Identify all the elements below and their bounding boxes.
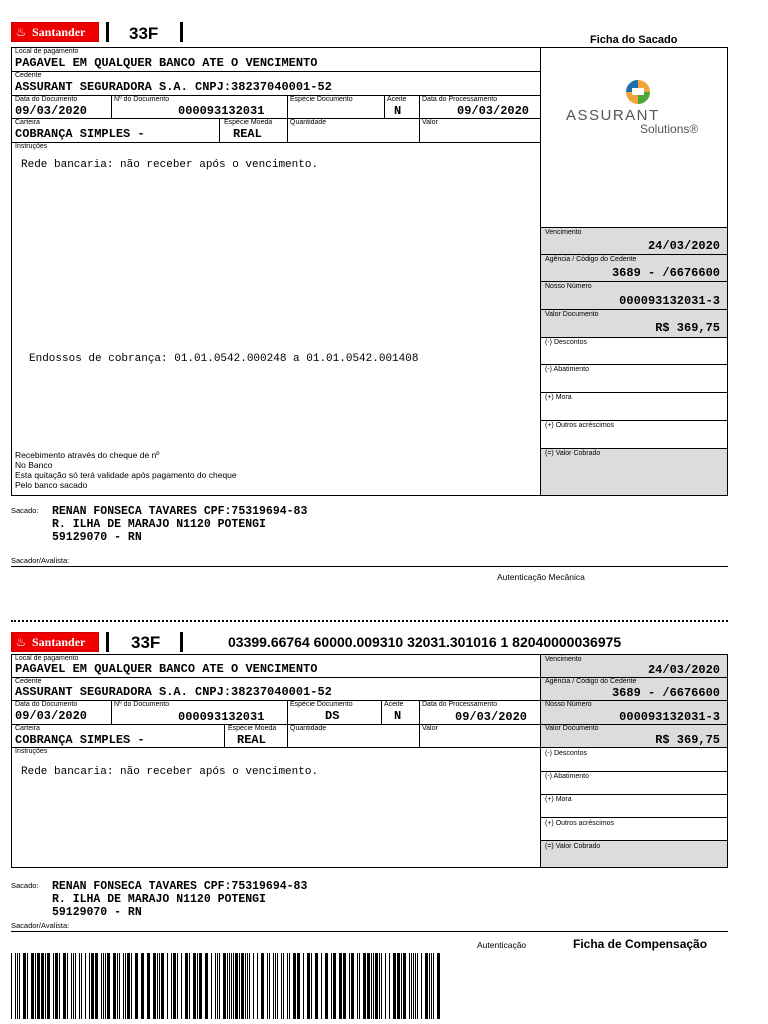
agencia-label: Agência / Código do Cedente: [545, 256, 637, 263]
outros-label: (+) Outros acréscimos: [545, 820, 615, 827]
cedente-label: Cedente: [15, 678, 42, 685]
sacado-label: Sacado:: [11, 881, 39, 890]
ficha-compensacao: Ficha de Compensação: [573, 937, 708, 951]
valor-label: Valor: [422, 119, 438, 126]
vencimento: 24/03/2020: [647, 663, 720, 677]
cedente: ASSURANT SEGURADORA S.A. CNPJ:38237040001-52: [15, 685, 332, 699]
nosso-numero-label: Nosso Número: [545, 701, 592, 708]
autenticacao-mecanica: Autenticação Mecânica: [497, 572, 585, 582]
abatimento-label: (-) Abatimento: [545, 366, 589, 373]
cedente: ASSURANT SEGURADORA S.A. CNPJ:38237040001-52: [15, 80, 332, 94]
nosso-numero: 000093132031-3: [619, 294, 720, 308]
valor-doc: R$ 369,75: [655, 733, 720, 747]
descontos-label: (-) Descontos: [545, 339, 588, 346]
data-proc-label: Data do Processamento: [422, 96, 498, 103]
especie-moeda-label: Espécie Moeda: [228, 725, 277, 732]
sacado-line-2: R. ILHA DE MARAJO N1120 POTENGI: [52, 518, 266, 531]
quantidade-label: Quantidade: [290, 119, 327, 126]
aceite: N: [394, 709, 402, 723]
local-pagamento-label: Local de pagamento: [15, 48, 79, 55]
local-pagamento-label: Local de pagamento: [15, 655, 79, 662]
vencimento-label: Vencimento: [545, 229, 582, 236]
carteira-label: Carteira: [15, 725, 40, 732]
quantidade-label: Quantidade: [290, 725, 327, 732]
data-proc: 09/03/2020: [455, 710, 528, 724]
cheque-text-4: Pelo banco sacado: [15, 480, 88, 490]
nosso-numero-label: Nosso Número: [545, 283, 592, 290]
n-doc-label: Nº do Documento: [114, 96, 170, 103]
local-pagamento: PAGAVEL EM QUALQUER BANCO ATE O VENCIMENTO: [15, 662, 318, 676]
descontos-label: (-) Descontos: [545, 750, 588, 757]
sacado-line-2: R. ILHA DE MARAJO N1120 POTENGI: [52, 893, 266, 906]
agencia: 3689 - /6676600: [611, 686, 720, 700]
outros-label: (+) Outros acréscimos: [545, 422, 615, 429]
especie-moeda-label: Espécie Moeda: [224, 119, 273, 126]
sacado-line-1: RENAN FONSECA TAVARES CPF:75319694-83: [52, 505, 308, 518]
autenticacao-label: Autenticação: [477, 940, 527, 950]
instrucao-text: Rede bancaria: não receber após o vencimento.: [21, 159, 319, 171]
sacado-label: Sacado:: [11, 506, 39, 515]
cheque-text-2: No Banco: [15, 460, 53, 470]
especie-moeda: REAL: [233, 127, 262, 141]
local-pagamento: PAGAVEL EM QUALQUER BANCO ATE O VENCIMENTO: [15, 56, 318, 70]
flame-icon: ♨: [12, 23, 30, 41]
vencimento: 24/03/2020: [647, 239, 720, 253]
valor-label: Valor: [422, 725, 438, 732]
bank-code: 33F: [131, 633, 161, 652]
cobrado-label: (=) Valor Cobrado: [545, 843, 601, 850]
especie-doc-label: Espécie Documento: [290, 96, 353, 103]
cut-line: [11, 620, 728, 622]
cheque-text-1: Recebimento através do cheque de nº: [15, 450, 160, 460]
data-proc-label: Data do Processamento: [422, 701, 498, 708]
separator-bar: [180, 632, 183, 652]
aceite-label: Aceite: [387, 96, 407, 103]
mora-label: (+) Mora: [545, 394, 572, 401]
data-doc-label: Data do Documento: [15, 96, 78, 103]
data-doc: 09/03/2020: [15, 709, 88, 723]
santander-logo: ♨ Santander: [11, 22, 99, 42]
avalista-label: Sacador/Avalista:: [11, 921, 70, 930]
agencia: 3689 - /6676600: [611, 266, 720, 280]
data-doc: 09/03/2020: [15, 104, 88, 118]
assurant-emblem-icon: [560, 75, 720, 110]
sacado-line-3: 59129070 - RN: [52, 531, 142, 544]
nosso-numero: 000093132031-3: [619, 710, 720, 724]
flame-icon: ♨: [12, 633, 30, 651]
instrucoes-label: Instruções: [15, 143, 48, 150]
vencimento-label: Vencimento: [545, 656, 582, 663]
abatimento-label: (-) Abatimento: [545, 773, 589, 780]
linha-digitavel: 03399.66764 60000.009310 32031.301016 1 82040000036975: [228, 634, 622, 650]
sacado-line-1: RENAN FONSECA TAVARES CPF:75319694-83: [52, 880, 308, 893]
valor-doc-label: Valor Documento: [545, 725, 599, 732]
aceite: N: [394, 104, 402, 118]
bank-code: 33F: [129, 24, 159, 43]
mora-label: (+) Mora: [545, 796, 572, 803]
especie-moeda: REAL: [237, 733, 266, 747]
endossos-text: Endossos de cobrança: 01.01.0542.000248 a 01.01.0542.001408: [29, 353, 419, 365]
data-proc: 09/03/2020: [457, 104, 530, 118]
separator-bar: [180, 22, 183, 42]
aceite-label: Aceite: [384, 701, 404, 708]
instrucao-text: Rede bancaria: não receber após o vencimento.: [21, 766, 319, 778]
santander-logo: ♨ Santander: [11, 632, 99, 652]
carteira-label: Carteira: [15, 119, 40, 126]
n-doc: 000093132031: [178, 104, 265, 118]
separator-bar: [106, 632, 109, 652]
cheque-text-3: Esta quitação só terá validade após pagamento do cheque: [15, 470, 237, 480]
sacado-line-3: 59129070 - RN: [52, 906, 142, 919]
carteira: COBRANÇA SIMPLES -: [15, 733, 145, 747]
valor-doc-label: Valor Documento: [545, 311, 599, 318]
cedente-label: Cedente: [15, 72, 42, 79]
data-doc-label: Data do Documento: [15, 701, 78, 708]
agencia-label: Agência / Código do Cedente: [545, 678, 637, 685]
ficha-title: Ficha do Sacado: [590, 34, 678, 46]
avalista-label: Sacador/Avalista:: [11, 556, 70, 565]
n-doc: 000093132031: [178, 710, 265, 724]
n-doc-label: Nº do Documento: [114, 701, 170, 708]
instrucoes-label: Instruções: [15, 748, 48, 755]
assurant-logo: ASSURANT Solutions®: [560, 75, 720, 145]
cobrado-label: (=) Valor Cobrado: [545, 450, 601, 457]
barcode: [11, 953, 441, 1019]
especie-doc: DS: [325, 709, 340, 723]
separator-bar: [106, 22, 109, 42]
valor-doc: R$ 369,75: [655, 321, 720, 335]
carteira: COBRANÇA SIMPLES -: [15, 127, 145, 141]
especie-doc-label: Espécie Documento: [290, 701, 353, 708]
